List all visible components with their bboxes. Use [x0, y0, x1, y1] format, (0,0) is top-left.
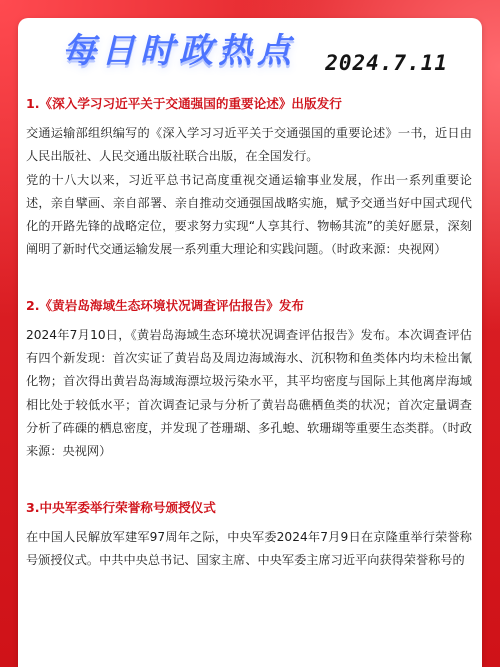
news-card	[18, 18, 482, 667]
page-title: 每日时政热点	[62, 31, 296, 71]
news-section-2	[26, 294, 472, 464]
news-section-3	[26, 496, 472, 573]
section-title-2: 2.《黄岩岛海域生态环境状况调查评估报告》发布	[26, 297, 305, 313]
header	[18, 18, 482, 90]
section-1-paragraph-2: 党的十八大以来，习近平总书记高度重视交通运输事业发展，作出一系列重要论述，亲自擘画、亲自部署、亲自推动交通强国战略实施，赋予交通当好中国式现代化的开路先锋的战略定位，要求努力实现“人享其行、物畅其流”的美好愿景，深刻阐明了新时代交通运输发展一系列重大理论和实践问题。（时政来源：央视网）	[26, 172, 472, 257]
section-title-1: 1.《深入学习习近平关于交通强国的重要论述》出版发行	[26, 96, 342, 111]
section-title-3: 3.中央军委举行荣誉称号颁授仪式	[26, 499, 216, 515]
news-section-1	[26, 92, 472, 262]
section-2-paragraph-1: 2024年7月10日，《黄岩岛海域生态环境状况调查评估报告》发布。本次调查评估有四个新发现：首次实证了黄岩岛及周边海域海水、沉积物和鱼类体内均未检出氰化物；首次得出黄岩岛海域海漂垃圾污染水平，其平均密度与国际上其他离岸海域相比处于较低水平；首次调查记录与分析了黄岩岛礁栖鱼类的状况；首次定量调查分析了砗磲的栖息密度，并发现了苍珊瑚、多孔螅、软珊瑚等重要生态类群。（时政来源：央视网）	[26, 327, 472, 459]
section-3-paragraph-1: 在中国人民解放军建军97周年之际，中央军委2024年7月9日在京隆重举行荣誉称号颁授仪式。中共中央总书记、国家主席、中央军委主席习近平向获得荣誉称号的	[26, 529, 472, 567]
page-date: 2024.7.11	[325, 51, 448, 75]
content	[26, 92, 472, 572]
section-1-paragraph-1: 交通运输部组织编写的《深入学习习近平关于交通强国的重要论述》一书，近日由人民出版社、人民交通出版社联合出版，在全国发行。	[26, 126, 472, 164]
